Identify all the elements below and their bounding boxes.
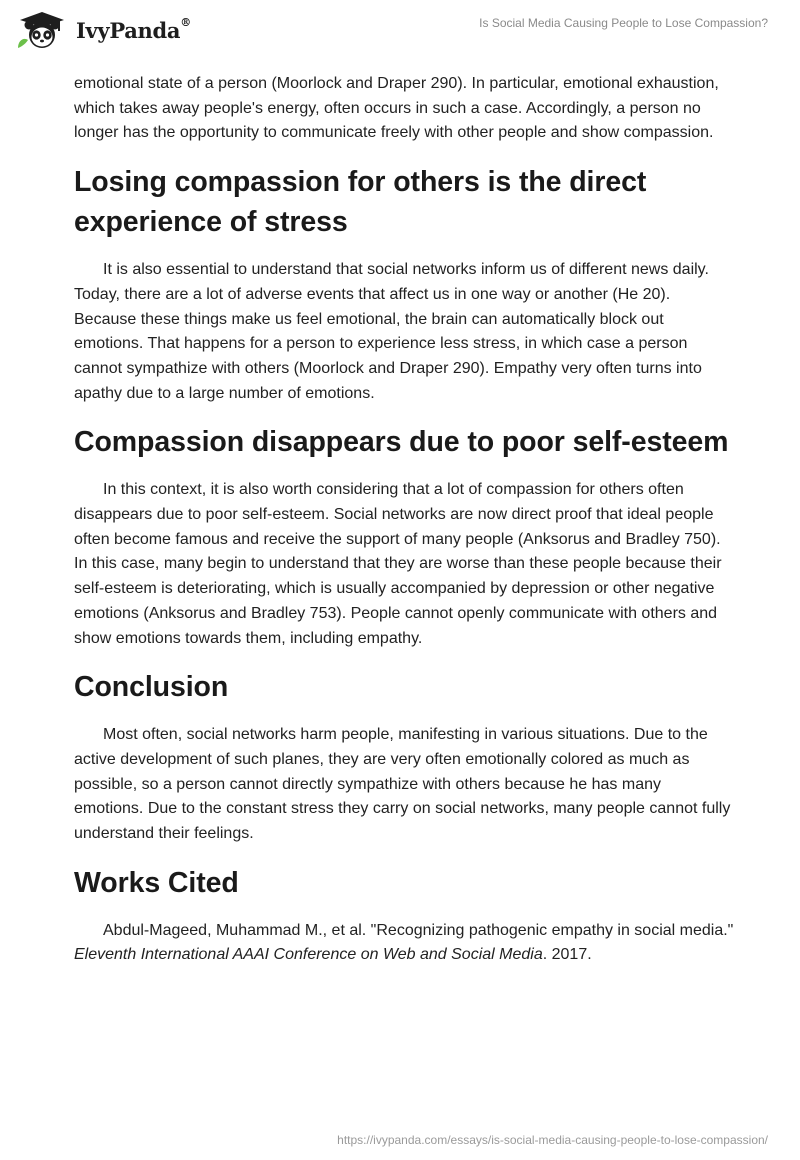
citation-authors-title: Abdul-Mageed, Muhammad M., et al. "Recognizing pathogenic empathy in social media." bbox=[103, 921, 734, 939]
works-cited-heading: Works Cited bbox=[74, 866, 239, 899]
document-title: Is Social Media Causing People to Lose Compassion? bbox=[479, 16, 768, 30]
works-cited-entry bbox=[74, 919, 734, 968]
ivypanda-logo[interactable] bbox=[14, 10, 191, 50]
intro-paragraph: emotional state of a person (Moorlock and Draper 290). In particular, emotional exhaustion, which takes away people's energy, often occurs in such a case. Accordingly, a person no longer has the opportunity to communicate freely with other people and show compassion. bbox=[74, 75, 719, 142]
section-heading-self-esteem: Compassion disappears due to poor self-esteem bbox=[74, 426, 729, 459]
section-paragraph-conclusion: Most often, social networks harm people, manifesting in various situations. Due to the active development of such planes, they are very often emotionally colored as much as possible, so a person cannot directly sympathize with others because he has many emotions. Due to the constant stress they carry on social networks, many people cannot fully understand their feelings. bbox=[74, 726, 731, 843]
section-heading-conclusion: Conclusion bbox=[74, 671, 229, 704]
section-paragraph-stress: It is also essential to understand that social networks inform us of different news daily. Today, there are a lot of adverse events that affect us in one way or another (He 20). Because these things make us feel emotional, the brain can automatically block out emotions. That happens for a person to experience less stress, in which case a person cannot sympathize with others (Moorlock and Draper 290). Empathy very often turns into apathy due to a large number of emotions. bbox=[74, 261, 709, 402]
essay-body bbox=[74, 72, 734, 968]
brand-name: IvyPanda® bbox=[76, 15, 191, 43]
page-header bbox=[0, 0, 800, 66]
registered-mark: ® bbox=[180, 15, 191, 29]
citation-source: Eleventh International AAAI Conference on Web and Social Media bbox=[74, 946, 543, 964]
panda-mascot-icon bbox=[14, 10, 70, 50]
section-heading-stress: Losing compassion for others is the direct experience of stress bbox=[74, 166, 647, 239]
source-url[interactable]: https://ivypanda.com/essays/is-social-media-causing-people-to-lose-compassion/ bbox=[337, 1133, 768, 1147]
citation-year: . 2017. bbox=[542, 946, 592, 964]
section-paragraph-self-esteem: In this context, it is also worth considering that a lot of compassion for others often disappears due to poor self-esteem. Social networks are now direct proof that ideal people often become famous and receive the support of many people (Anksorus and Bradley 750). In this case, many begin to understand that they are worse than these people because their self-esteem is deteriorating, which is usually accompanied by depression or other negative emotions (Anksorus and Bradley 753). People cannot openly communicate with others and show emotions towards them, including empathy. bbox=[74, 481, 722, 647]
